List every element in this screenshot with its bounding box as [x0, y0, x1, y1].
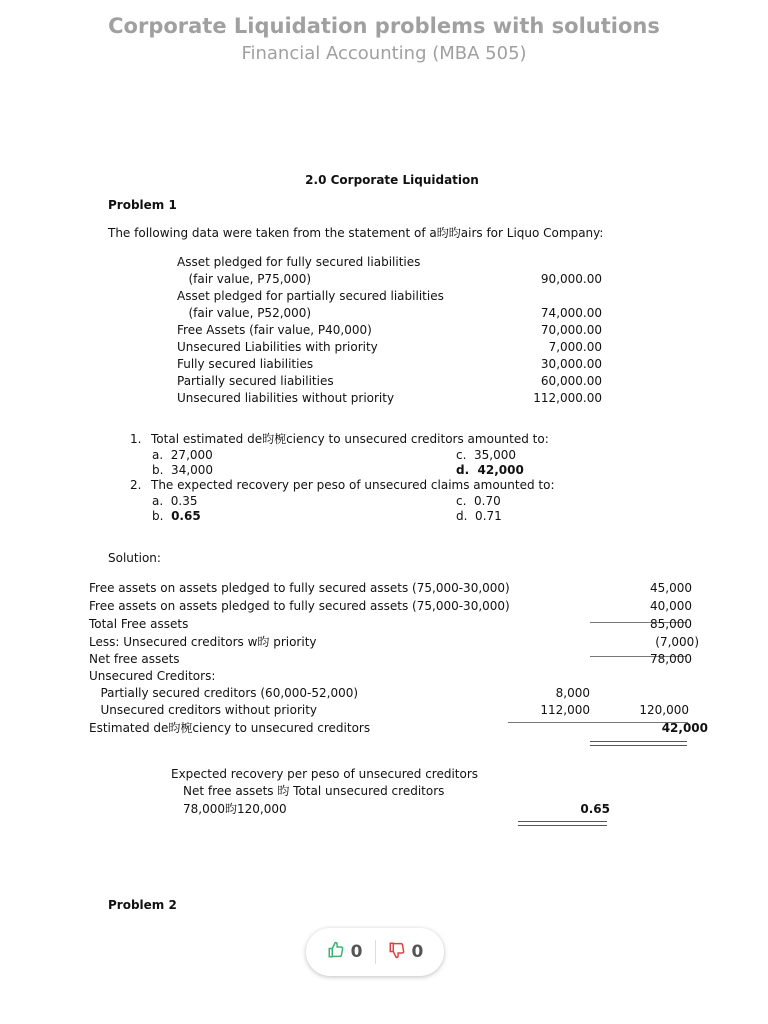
question-text: The expected recovery per peso of unsecured claims amounted to:	[151, 478, 555, 492]
document-subtitle: Financial Accounting (MBA 505)	[241, 43, 527, 64]
solution-row-label: Net free assets	[89, 652, 180, 666]
solution-row-label: Free assets on assets pledged to fully secured assets (75,000-30,000)	[89, 599, 510, 613]
problem-2-heading: Problem 2	[108, 898, 177, 912]
data-item-value: 112,000.00	[533, 391, 602, 405]
data-item-label: Partially secured liabilities	[177, 374, 334, 388]
document-title: Corporate Liquidation problems with solutions	[108, 14, 660, 38]
answer-option: c. 35,000	[456, 448, 517, 462]
solution-row-label: Partially secured creditors (60,000-52,000)	[89, 686, 359, 700]
correct-answer-option: d. 42,000	[456, 463, 524, 477]
solution-label: Solution:	[108, 551, 161, 565]
data-item-value: 70,000.00	[540, 323, 602, 337]
option-value: 0.65	[171, 509, 201, 523]
data-item-label: Unsecured Liabilities with priority	[177, 340, 378, 354]
data-item-value: 74,000.00	[540, 306, 602, 320]
data-item-label: (fair value, P52,000)	[177, 306, 312, 320]
recovery-value: 0.65	[580, 802, 610, 816]
data-item-label: Unsecured liabilities without priority	[177, 391, 395, 405]
solution-row-label: Free assets on assets pledged to fully secured assets (75,000-30,000)	[89, 581, 510, 595]
recovery-formula: Net free assets 昀 Total unsecured creditors	[183, 784, 445, 798]
solution-row-total: 42,000	[661, 721, 708, 735]
data-item-label: Asset pledged for partially secured liabilities	[177, 289, 444, 303]
solution-row-label: Unsecured Creditors:	[89, 669, 216, 683]
thumbs-down-icon	[388, 941, 406, 964]
data-item-value: 7,000.00	[548, 340, 602, 354]
solution-row-total: (7,000)	[655, 635, 699, 649]
recovery-calculation: 78,000昀120,000	[183, 802, 287, 816]
total-double-rule	[518, 821, 607, 826]
problem-1-heading: Problem 1	[108, 198, 177, 212]
option-letter: b.	[152, 509, 172, 523]
question-text: Total estimated de昀椀ciency to unsecured creditors amounted to:	[151, 432, 549, 446]
section-heading: 2.0 Corporate Liquidation	[305, 173, 479, 187]
solution-row-label: Less: Unsecured creditors w昀 priority	[89, 635, 317, 649]
solution-row-label: Unsecured creditors without priority	[89, 703, 318, 717]
solution-row-total: 45,000	[650, 581, 692, 595]
solution-row-total: 120,000	[639, 703, 689, 717]
upvote-count: 0	[350, 942, 363, 962]
question-number: 2.	[130, 478, 142, 492]
solution-row-total: 78,000	[650, 652, 692, 666]
answer-option: b. 34,000	[152, 463, 214, 477]
problem-1-intro: The following data were taken from the statement of a昀昀airs for Liquo Company:	[108, 226, 604, 240]
thumbs-up-icon	[327, 941, 345, 964]
question-number: 1.	[130, 432, 142, 446]
answer-option: c. 0.70	[456, 494, 501, 508]
total-double-rule	[590, 741, 687, 746]
upvote-button[interactable]	[315, 941, 375, 964]
data-item-value: 60,000.00	[540, 374, 602, 388]
solution-row-subvalue: 112,000	[540, 703, 590, 717]
downvote-button[interactable]	[376, 941, 436, 964]
data-item-label: Asset pledged for fully secured liabilities	[177, 255, 421, 269]
data-item-label: Fully secured liabilities	[177, 357, 314, 371]
solution-row-total: 40,000	[650, 599, 692, 613]
data-item-value: 90,000.00	[540, 272, 602, 286]
answer-option: a. 27,000	[152, 448, 213, 462]
data-item-label: Free Assets (fair value, P40,000)	[177, 323, 372, 337]
answer-option: a. 0.35	[152, 494, 198, 508]
answer-option: d. 0.71	[456, 509, 502, 523]
vote-widget	[306, 928, 444, 976]
solution-row-label: Estimated de昀椀ciency to unsecured creditors	[89, 721, 371, 735]
correct-answer-option	[152, 509, 201, 523]
recovery-heading: Expected recovery per peso of unsecured creditors	[171, 767, 479, 781]
downvote-count: 0	[411, 942, 424, 962]
solution-row-subvalue: 8,000	[555, 686, 590, 700]
data-item-value: 30,000.00	[540, 357, 602, 371]
solution-row-label: Total Free assets	[89, 617, 189, 631]
data-item-label: (fair value, P75,000)	[177, 272, 312, 286]
solution-row-total: 85,000	[650, 617, 692, 631]
